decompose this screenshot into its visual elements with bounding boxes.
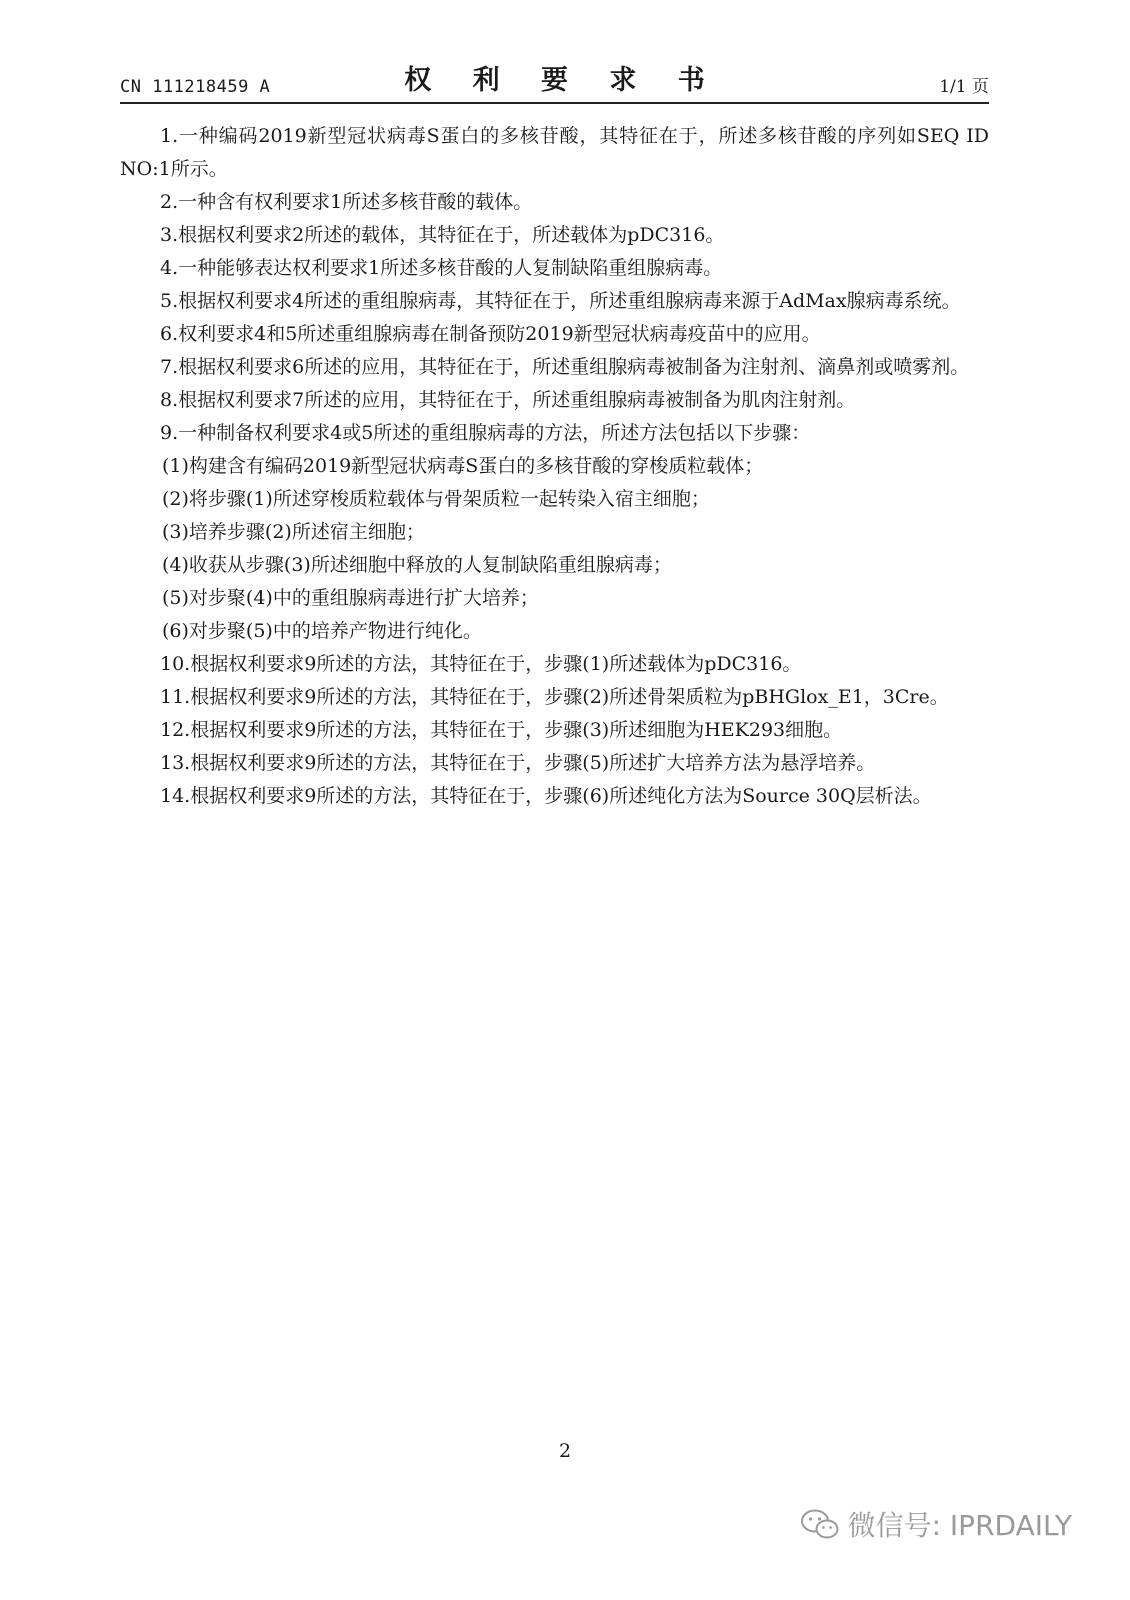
watermark <box>800 1504 1072 1544</box>
claim-5: 5.根据权利要求4所述的重组腺病毒，其特征在于，所述重组腺病毒来源于AdMax腺病毒系统。 <box>160 290 961 312</box>
document-title: 权 利 要 求 书 <box>404 65 721 96</box>
claim-6: 6.权利要求4和5所述重组腺病毒在制备预防2019新型冠状病毒疫苗中的应用。 <box>160 323 821 345</box>
claim-2: 2.一种含有权利要求1所述多核苷酸的载体。 <box>160 191 533 213</box>
page-count: 1/1 页 <box>939 77 989 97</box>
claim-9-step-3: (3)培养步骤(2)所述宿主细胞； <box>162 521 425 543</box>
watermark-text: 微信号: IPRDAILY <box>847 1509 1072 1542</box>
claim-9-step-6: (6)对步聚(5)中的培养产物进行纯化。 <box>162 620 482 642</box>
claim-4: 4.一种能够表达权利要求1所述多核苷酸的人复制缺陷重组腺病毒。 <box>160 257 723 279</box>
claim-12: 12.根据权利要求9所述的方法，其特征在于，步骤(3)所述细胞为HEK293细胞。 <box>160 719 843 741</box>
claim-13: 13.根据权利要求9所述的方法，其特征在于，步骤(5)所述扩大培养方法为悬浮培养。 <box>160 752 876 774</box>
claim-8: 8.根据权利要求7所述的应用，其特征在于，所述重组腺病毒被制备为肌肉注射剂。 <box>160 389 856 411</box>
wechat-icon <box>800 1508 840 1540</box>
claim-9-step-5: (5)对步聚(4)中的重组腺病毒进行扩大培养； <box>162 587 539 609</box>
claim-9-step-4: (4)收获从步骤(3)所述细胞中释放的人复制缺陷重组腺病毒； <box>162 554 672 576</box>
claim-1: 1.一种编码2019新型冠状病毒S蛋白的多核苷酸，其特征在于，所述多核苷酸的序列如SEQ ID NO:1所示。 <box>120 125 989 180</box>
claim-9-step-2: (2)将步骤(1)所述穿梭质粒载体与骨架质粒一起转染入宿主细胞； <box>162 488 710 510</box>
claim-3: 3.根据权利要求2所述的载体，其特征在于，所述载体为pDC316。 <box>160 224 725 246</box>
claim-7: 7.根据权利要求6所述的应用，其特征在于，所述重组腺病毒被制备为注射剂、滴鼻剂或喷雾剂。 <box>160 356 970 378</box>
claim-10: 10.根据权利要求9所述的方法，其特征在于，步骤(1)所述载体为pDC316。 <box>160 653 802 675</box>
publication-number: CN 111218459 A <box>120 77 271 97</box>
claim-11: 11.根据权利要求9所述的方法，其特征在于，步骤(2)所述骨架质粒为pBHGlox_E1，3Cre。 <box>160 686 949 708</box>
document-header <box>120 66 989 104</box>
page-number: 2 <box>558 1440 572 1462</box>
claim-14: 14.根据权利要求9所述的方法，其特征在于，步骤(6)所述纯化方法为Source 30Q层析法。 <box>160 785 932 807</box>
claims-body <box>120 120 989 813</box>
claim-9-step-1: (1)构建含有编码2019新型冠状病毒S蛋白的多核苷酸的穿梭质粒载体； <box>162 455 764 477</box>
claim-9: 9.一种制备权利要求4或5所述的重组腺病毒的方法，所述方法包括以下步骤： <box>160 422 811 444</box>
